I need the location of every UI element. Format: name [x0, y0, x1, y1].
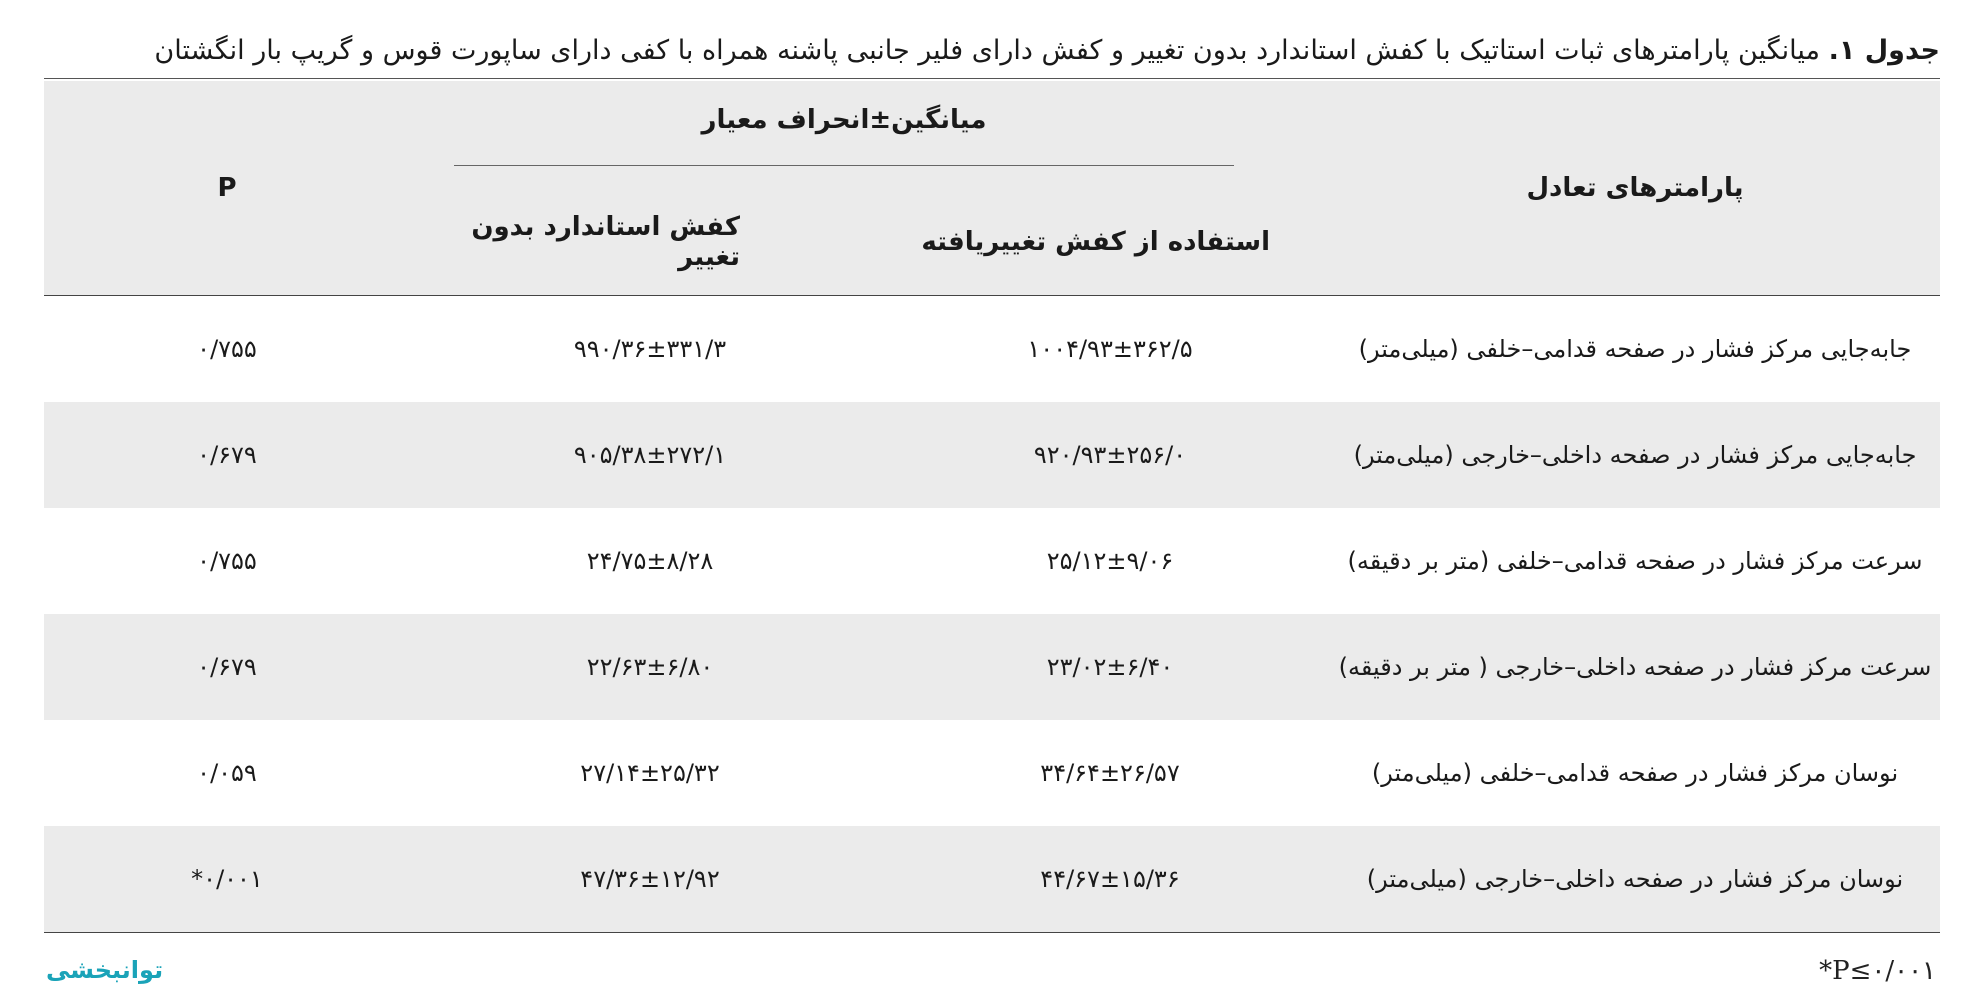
results-table [44, 81, 1940, 933]
row-modified-value: ۱۰۰۴/۹۳±۳۶۲/۵ [1027, 335, 1193, 363]
row-p-value: ۰/۰۰۱* [44, 826, 410, 933]
header-modified-shoe: استفاده از کفش تغییریافته [890, 189, 1330, 296]
table-row [44, 508, 1940, 614]
table-body [44, 296, 1940, 933]
row-p-value: ۰/۶۷۹ [44, 402, 410, 508]
header-p: P [44, 81, 410, 296]
row-modified-value: ۳۴/۶۴±۲۶/۵۷ [1040, 759, 1180, 787]
header-group-label: میانگین±انحراف معیار [454, 105, 1234, 166]
table-caption [44, 32, 1940, 70]
row-standard-value: ۴۷/۳۶±۱۲/۹۲ [410, 826, 890, 933]
table-header [44, 81, 1940, 296]
row-standard-value: ۲۲/۶۳±۶/۸۰ [410, 614, 890, 720]
header-param: پارامترهای تعادل [1330, 81, 1940, 296]
row-param: جابه‌جایی مرکز فشار در صفحه داخلی–خارجی (میلی‌متر) [1330, 402, 1940, 508]
row-param: نوسان مرکز فشار در صفحه داخلی–خارجی (میلی‌متر) [1330, 826, 1940, 933]
row-modified-value: ۲۵/۱۲±۹/۰۶ [1046, 547, 1174, 575]
row-param: سرعت مرکز فشار در صفحه داخلی–خارجی ( متر بر دقیقه) [1330, 614, 1940, 720]
footnote: *P≤۰/۰۰۱ [1819, 956, 1936, 986]
row-param: نوسان مرکز فشار در صفحه قدامی–خلفی (میلی‌متر) [1371, 759, 1899, 787]
table-row [44, 296, 1940, 403]
table-row [44, 614, 1940, 720]
row-param: جابه‌جایی مرکز فشار در صفحه قدامی–خلفی (میلی‌متر) [1358, 335, 1912, 363]
caption-label: جدول ۱. [1828, 35, 1940, 66]
row-modified-value: ۴۴/۶۷±۱۵/۳۶ [890, 826, 1330, 933]
row-standard-value: ۲۷/۱۴±۲۵/۳۲ [580, 759, 720, 787]
header-group [410, 81, 1330, 189]
row-standard-value: ۲۴/۷۵±۸/۲۸ [586, 547, 714, 575]
table-row [44, 826, 1940, 933]
row-standard-value: ۹۹۰/۳۶±۳۳۱/۳ [573, 335, 727, 363]
caption-divider [44, 78, 1940, 79]
row-param: سرعت مرکز فشار در صفحه قدامی–خلفی (متر بر دقیقه) [1347, 547, 1923, 575]
row-modified-value: ۹۲۰/۹۳±۲۵۶/۰ [890, 402, 1330, 508]
header-standard-shoe: کفش استاندارد بدون تغییر [410, 189, 890, 296]
row-p-value: ۰/۰۵۹ [197, 759, 257, 787]
row-standard-value: ۹۰۵/۳۸±۲۷۲/۱ [410, 402, 890, 508]
caption-text: میانگین پارامترهای ثبات استاتیک با کفش استاندارد بدون تغییر و کفش دارای فلیر جانبی پاشنه همراه با کفی دارای ساپورت قوس و گریپ بار انگشتان [154, 35, 1820, 66]
brand-logo-text: توانبخشی [46, 956, 164, 984]
table-row [44, 402, 1940, 508]
row-p-value: ۰/۷۵۵ [197, 335, 257, 363]
table-row [44, 720, 1940, 826]
row-modified-value: ۲۳/۰۲±۶/۴۰ [890, 614, 1330, 720]
row-p-value: ۰/۷۵۵ [197, 547, 257, 575]
row-p-value: ۰/۶۷۹ [44, 614, 410, 720]
